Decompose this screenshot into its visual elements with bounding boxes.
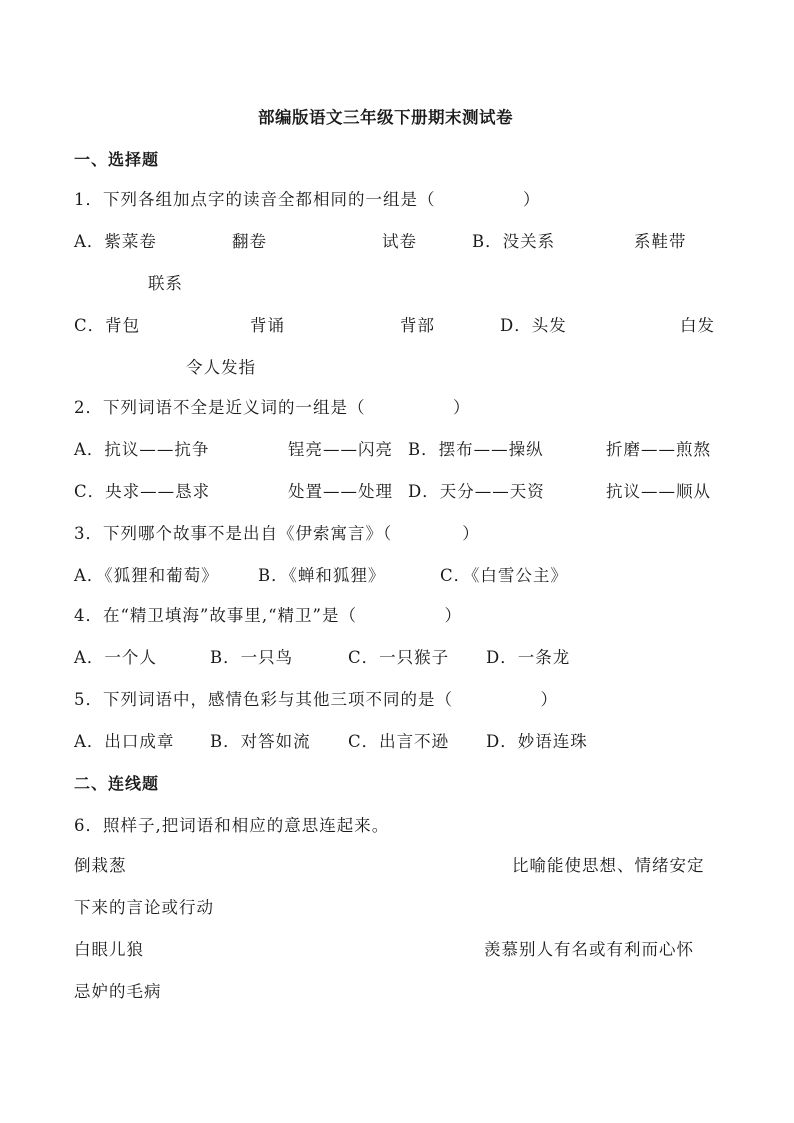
q2-stem: 2．下列词语不全是近义词的一组是（ ）	[74, 398, 471, 417]
q6-right-meaning-1: 比喻能使思想、情绪安定	[512, 856, 705, 875]
q6-right-meaning-2: 羡慕别人有名或有利而心怀	[484, 940, 694, 959]
q6-right-meaning-1-cont: 下来的言论或行动	[74, 898, 214, 917]
q5-stem: 5．下列词语中，感情色彩与其他三项不同的是（ ）	[74, 690, 558, 709]
q2-option-a-pair2: 锃亮——闪亮	[288, 440, 393, 459]
q1-option-a-word3: 试卷	[382, 232, 417, 251]
q1-option-b: B．没关系	[472, 232, 556, 251]
q3-option-b: B．《蝉和狐狸》	[258, 566, 386, 585]
page-title: 部编版语文三年级下册期末测试卷	[258, 108, 513, 127]
q5-option-b: B．对答如流	[210, 732, 311, 751]
q5-option-c: C．出言不逊	[348, 732, 450, 751]
q2-option-a: A．抗议——抗争	[74, 440, 210, 459]
q2-option-d: D．天分——天资	[408, 482, 545, 501]
q3-stem: 3．下列哪个故事不是出自《伊索寓言》（ ）	[74, 524, 480, 543]
q2-option-b-pair2: 折磨——煎熬	[606, 440, 711, 459]
q4-option-d: D．一条龙	[486, 648, 571, 667]
q1-stem: 1．下列各组加点字的读音全都相同的一组是（ ）	[74, 190, 541, 209]
q4-option-c: C．一只猴子	[348, 648, 450, 667]
q4-option-a: A．一个人	[74, 648, 157, 667]
q6-left-term-2: 白眼儿狼	[74, 940, 144, 959]
q1-option-a: A．紫菜卷	[74, 232, 157, 251]
section-heading-choice: 一、选择题	[74, 150, 160, 169]
q3-option-c: C．《白雪公主》	[440, 566, 568, 585]
q1-option-c-word3: 背部	[400, 316, 435, 335]
q2-option-b: B．摆布——操纵	[408, 440, 544, 459]
q1-option-c: C．背包	[74, 316, 141, 335]
q5-option-d: D．妙语连珠	[486, 732, 588, 751]
q1-option-d-word2: 白发	[680, 316, 715, 335]
q1-option-c-word2: 背诵	[250, 316, 285, 335]
q2-option-c: C．央求——恳求	[74, 482, 211, 501]
q2-option-d-pair2: 抗议——顺从	[606, 482, 711, 501]
q5-option-a: A．出口成章	[74, 732, 175, 751]
q6-stem: 6．照样子,把词语和相应的意思连起来。	[74, 816, 390, 835]
q4-option-b: B．一只鸟	[210, 648, 294, 667]
q1-option-a-word2: 翻卷	[232, 232, 267, 251]
q2-option-c-pair2: 处置——处理	[288, 482, 393, 501]
q1-option-d-word3: 令人发指	[186, 358, 256, 377]
q3-option-a: A．《狐狸和葡萄》	[74, 566, 219, 585]
section-heading-matching: 二、连线题	[74, 774, 160, 793]
q1-option-b-word2: 系鞋带	[634, 232, 687, 251]
q1-option-d: D．头发	[500, 316, 567, 335]
q6-left-term-1: 倒栽葱	[74, 856, 127, 875]
q1-option-b-word3: 联系	[148, 274, 183, 293]
q6-right-meaning-2-cont: 忌妒的毛病	[74, 982, 162, 1001]
q4-stem: 4．在“精卫填海”故事里,“精卫”是（ ）	[74, 606, 462, 625]
